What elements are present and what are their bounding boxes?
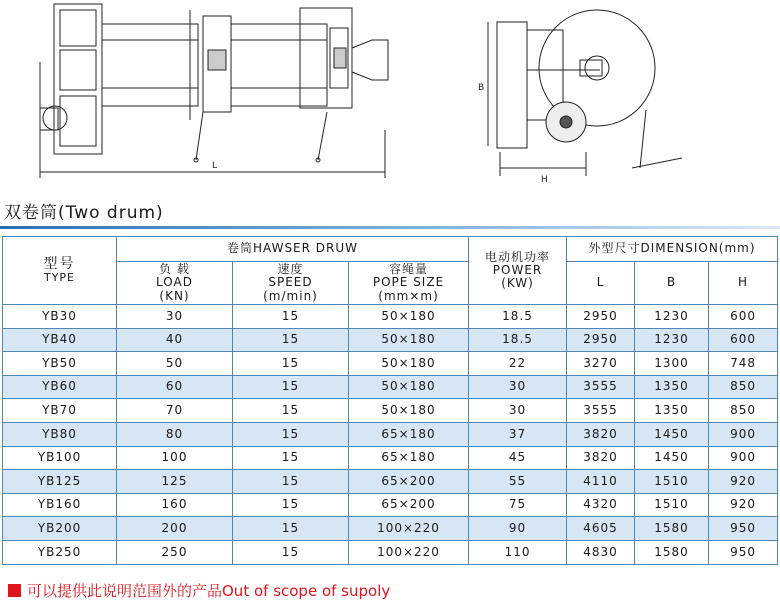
cell-speed: 15 (233, 305, 349, 329)
power-header (469, 237, 567, 305)
cell-load: 60 (117, 375, 233, 399)
spec-table-body (3, 305, 778, 565)
rope-header-en: POPE SIZE (372, 275, 445, 290)
cell-b: 1350 (635, 375, 709, 399)
cell-type: YB160 (3, 493, 117, 517)
cell-b: 1450 (635, 422, 709, 446)
cell-l: 2950 (567, 305, 635, 329)
cell-power: 45 (469, 446, 567, 470)
cell-b: 1300 (635, 352, 709, 376)
cell-load: 70 (117, 399, 233, 423)
front-view-drawing (40, 4, 388, 178)
dim-B-header: B (635, 262, 709, 305)
cell-h: 920 (709, 493, 778, 517)
dim-group-header: 外型尺寸DIMENSION(mm) (567, 237, 778, 262)
speed-header-cn: 速度 (277, 262, 304, 277)
cell-load: 80 (117, 422, 233, 446)
footnote-text: 可以提供此说明范围外的产品Out of scope of supoly (27, 582, 391, 600)
cell-power: 30 (469, 399, 567, 423)
cell-rope: 50×180 (349, 328, 469, 352)
cell-l: 4605 (567, 517, 635, 541)
cell-type: YB100 (3, 446, 117, 470)
type-header-cn: 型号 (43, 255, 76, 272)
cell-type: YB30 (3, 305, 117, 329)
cell-l: 3270 (567, 352, 635, 376)
cell-l: 3820 (567, 422, 635, 446)
cell-speed: 15 (233, 328, 349, 352)
cell-b: 1350 (635, 399, 709, 423)
side-view-drawing (488, 10, 682, 176)
cell-speed: 15 (233, 517, 349, 541)
load-header-cn: 负 载 (159, 262, 190, 277)
table-row (3, 305, 778, 329)
cell-rope: 65×180 (349, 446, 469, 470)
cell-power: 75 (469, 493, 567, 517)
cell-h: 850 (709, 399, 778, 423)
dim-H-header: H (709, 262, 778, 305)
cell-l: 2950 (567, 328, 635, 352)
table-row (3, 470, 778, 494)
load-header (117, 262, 233, 305)
cell-rope: 65×200 (349, 493, 469, 517)
power-header-en: POWER (492, 262, 543, 277)
cell-h: 600 (709, 328, 778, 352)
cell-type: YB60 (3, 375, 117, 399)
title-divider (0, 226, 780, 229)
cell-l: 4320 (567, 493, 635, 517)
cell-h: 900 (709, 446, 778, 470)
cell-load: 200 (117, 517, 233, 541)
cell-speed: 15 (233, 493, 349, 517)
dim-L-header: L (567, 262, 635, 305)
cell-rope: 100×220 (349, 517, 469, 541)
spec-table (2, 236, 778, 565)
cell-l: 3555 (567, 399, 635, 423)
red-square-icon (8, 584, 21, 597)
footnote (8, 580, 390, 601)
dimension-label-H: H (541, 175, 548, 185)
cell-type: YB70 (3, 399, 117, 423)
cell-speed: 15 (233, 470, 349, 494)
cell-rope: 50×180 (349, 375, 469, 399)
table-row (3, 517, 778, 541)
winch-drawings (0, 0, 780, 190)
cell-rope: 65×200 (349, 470, 469, 494)
table-row (3, 493, 778, 517)
cell-h: 850 (709, 375, 778, 399)
section-title: 双卷筒(Two drum) (4, 203, 164, 223)
speed-header-en: SPEED (268, 275, 313, 290)
cell-l: 3820 (567, 446, 635, 470)
cell-h: 950 (709, 517, 778, 541)
cell-type: YB250 (3, 540, 117, 564)
cell-type: YB80 (3, 422, 117, 446)
cell-speed: 15 (233, 352, 349, 376)
cell-h: 748 (709, 352, 778, 376)
dimension-label-L: L (212, 161, 218, 171)
type-header (3, 237, 117, 305)
table-row (3, 422, 778, 446)
cell-speed: 15 (233, 540, 349, 564)
cell-power: 90 (469, 517, 567, 541)
cell-h: 600 (709, 305, 778, 329)
speed-header (233, 262, 349, 305)
cell-power: 37 (469, 422, 567, 446)
cell-load: 50 (117, 352, 233, 376)
rope-header (349, 262, 469, 305)
type-header-en: TYPE (43, 271, 76, 285)
rope-header-cn: 容绳量 (389, 262, 429, 277)
table-row (3, 540, 778, 564)
cell-speed: 15 (233, 399, 349, 423)
cell-power: 18.5 (469, 328, 567, 352)
dimension-label-B: B (478, 83, 485, 93)
rope-header-unit: (mm×m) (378, 288, 439, 303)
table-row (3, 375, 778, 399)
power-header-cn: 电动机功率 (485, 249, 551, 264)
cell-rope: 100×220 (349, 540, 469, 564)
cell-load: 125 (117, 470, 233, 494)
cell-power: 18.5 (469, 305, 567, 329)
cell-b: 1230 (635, 328, 709, 352)
cell-load: 160 (117, 493, 233, 517)
cell-type: YB125 (3, 470, 117, 494)
cell-b: 1580 (635, 517, 709, 541)
cell-h: 920 (709, 470, 778, 494)
cell-l: 4830 (567, 540, 635, 564)
table-row (3, 446, 778, 470)
load-header-en: LOAD (156, 275, 193, 290)
cell-type: YB200 (3, 517, 117, 541)
power-header-unit: (KW) (501, 276, 534, 291)
cell-speed: 15 (233, 375, 349, 399)
speed-header-unit: (m/min) (263, 288, 318, 303)
cell-rope: 50×180 (349, 305, 469, 329)
cell-speed: 15 (233, 446, 349, 470)
cell-power: 110 (469, 540, 567, 564)
table-row (3, 352, 778, 376)
table-row (3, 328, 778, 352)
cell-load: 100 (117, 446, 233, 470)
cell-b: 1510 (635, 493, 709, 517)
cell-h: 900 (709, 422, 778, 446)
drum-group-header: 卷筒HAWSER DRUW (117, 237, 469, 262)
cell-power: 55 (469, 470, 567, 494)
cell-load: 30 (117, 305, 233, 329)
cell-load: 250 (117, 540, 233, 564)
cell-type: YB40 (3, 328, 117, 352)
cell-power: 22 (469, 352, 567, 376)
cell-type: YB50 (3, 352, 117, 376)
cell-l: 4110 (567, 470, 635, 494)
cell-l: 3555 (567, 375, 635, 399)
cell-b: 1230 (635, 305, 709, 329)
cell-b: 1580 (635, 540, 709, 564)
load-header-unit: (KN) (159, 288, 190, 303)
cell-power: 30 (469, 375, 567, 399)
table-row (3, 399, 778, 423)
cell-speed: 15 (233, 422, 349, 446)
cell-load: 40 (117, 328, 233, 352)
cell-b: 1450 (635, 446, 709, 470)
cell-rope: 65×180 (349, 422, 469, 446)
cell-b: 1510 (635, 470, 709, 494)
cell-rope: 50×180 (349, 399, 469, 423)
cell-h: 950 (709, 540, 778, 564)
cell-rope: 50×180 (349, 352, 469, 376)
